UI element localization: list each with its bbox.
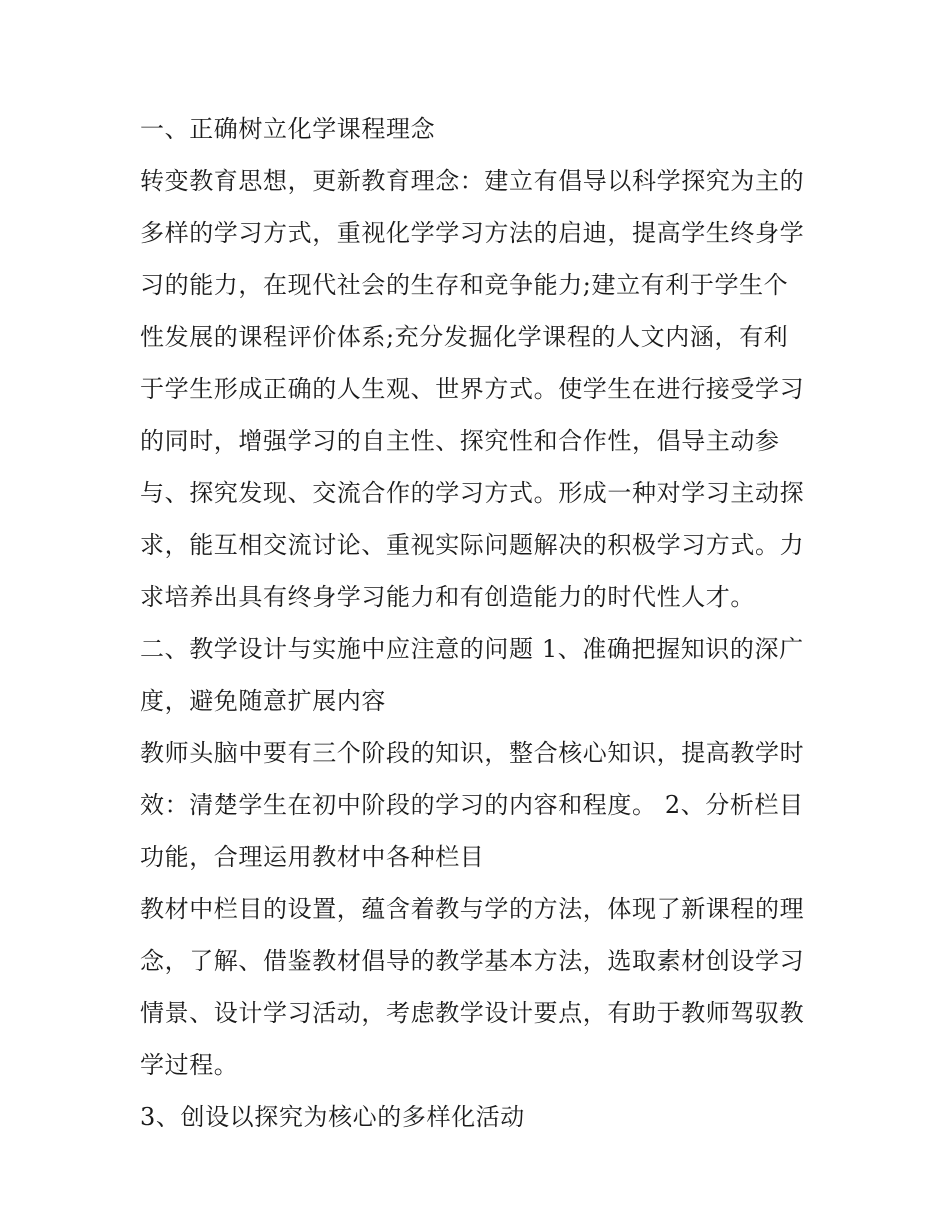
section-heading-1: 一、正确树立化学课程理念 bbox=[140, 115, 436, 143]
paragraph-line: 与、探究发现、交流合作的学习方式。形成一种对学习主动探 bbox=[140, 479, 805, 507]
paragraph-line: 功能，合理运用教材中各种栏目 bbox=[140, 843, 485, 871]
paragraph-line: 多样的学习方式，重视化学学习方法的启迪，提高学生终身学 bbox=[140, 219, 805, 247]
paragraph-line: 效：清楚学生在初中阶段的学习的内容和程度。 2、分析栏目 bbox=[140, 791, 804, 819]
paragraph-line: 念，了解、借鉴教材倡导的教学基本方法，选取素材创设学习 bbox=[140, 947, 805, 975]
paragraph-line: 教师头脑中要有三个阶段的知识，整合核心知识，提高教学时 bbox=[140, 739, 805, 767]
paragraph-line: 于学生形成正确的人生观、世界方式。使学生在进行接受学习 bbox=[140, 375, 805, 403]
paragraph-line: 转变教育思想，更新教育理念：建立有倡导以科学探究为主的 bbox=[140, 167, 805, 195]
section-heading-2: 二、教学设计与实施中应注意的问题 1、准确把握知识的深广 bbox=[140, 635, 804, 663]
paragraph-line: 教材中栏目的设置，蕴含着教与学的方法，体现了新课程的理 bbox=[140, 895, 805, 923]
paragraph-line: 情景、设计学习活动，考虑教学设计要点，有助于教师驾驭教 bbox=[140, 999, 805, 1027]
paragraph-line: 度，避免随意扩展内容 bbox=[140, 687, 386, 715]
paragraph-line: 性发展的课程评价体系;充分发掘化学课程的人文内涵，有利 bbox=[140, 323, 789, 351]
paragraph-line: 习的能力，在现代社会的生存和竞争能力;建立有利于学生个 bbox=[140, 271, 789, 299]
paragraph-line: 的同时，增强学习的自主性、探究性和合作性，倡导主动参 bbox=[140, 427, 780, 455]
paragraph-line: 学过程。 bbox=[140, 1051, 239, 1079]
paragraph-line: 求，能互相交流讨论、重视实际问题解决的积极学习方式。力 bbox=[140, 531, 805, 559]
paragraph-line: 求培养出具有终身学习能力和有创造能力的时代性人才。 bbox=[140, 583, 755, 611]
subsection-heading-3: 3、创设以探究为核心的多样化活动 bbox=[140, 1103, 525, 1131]
